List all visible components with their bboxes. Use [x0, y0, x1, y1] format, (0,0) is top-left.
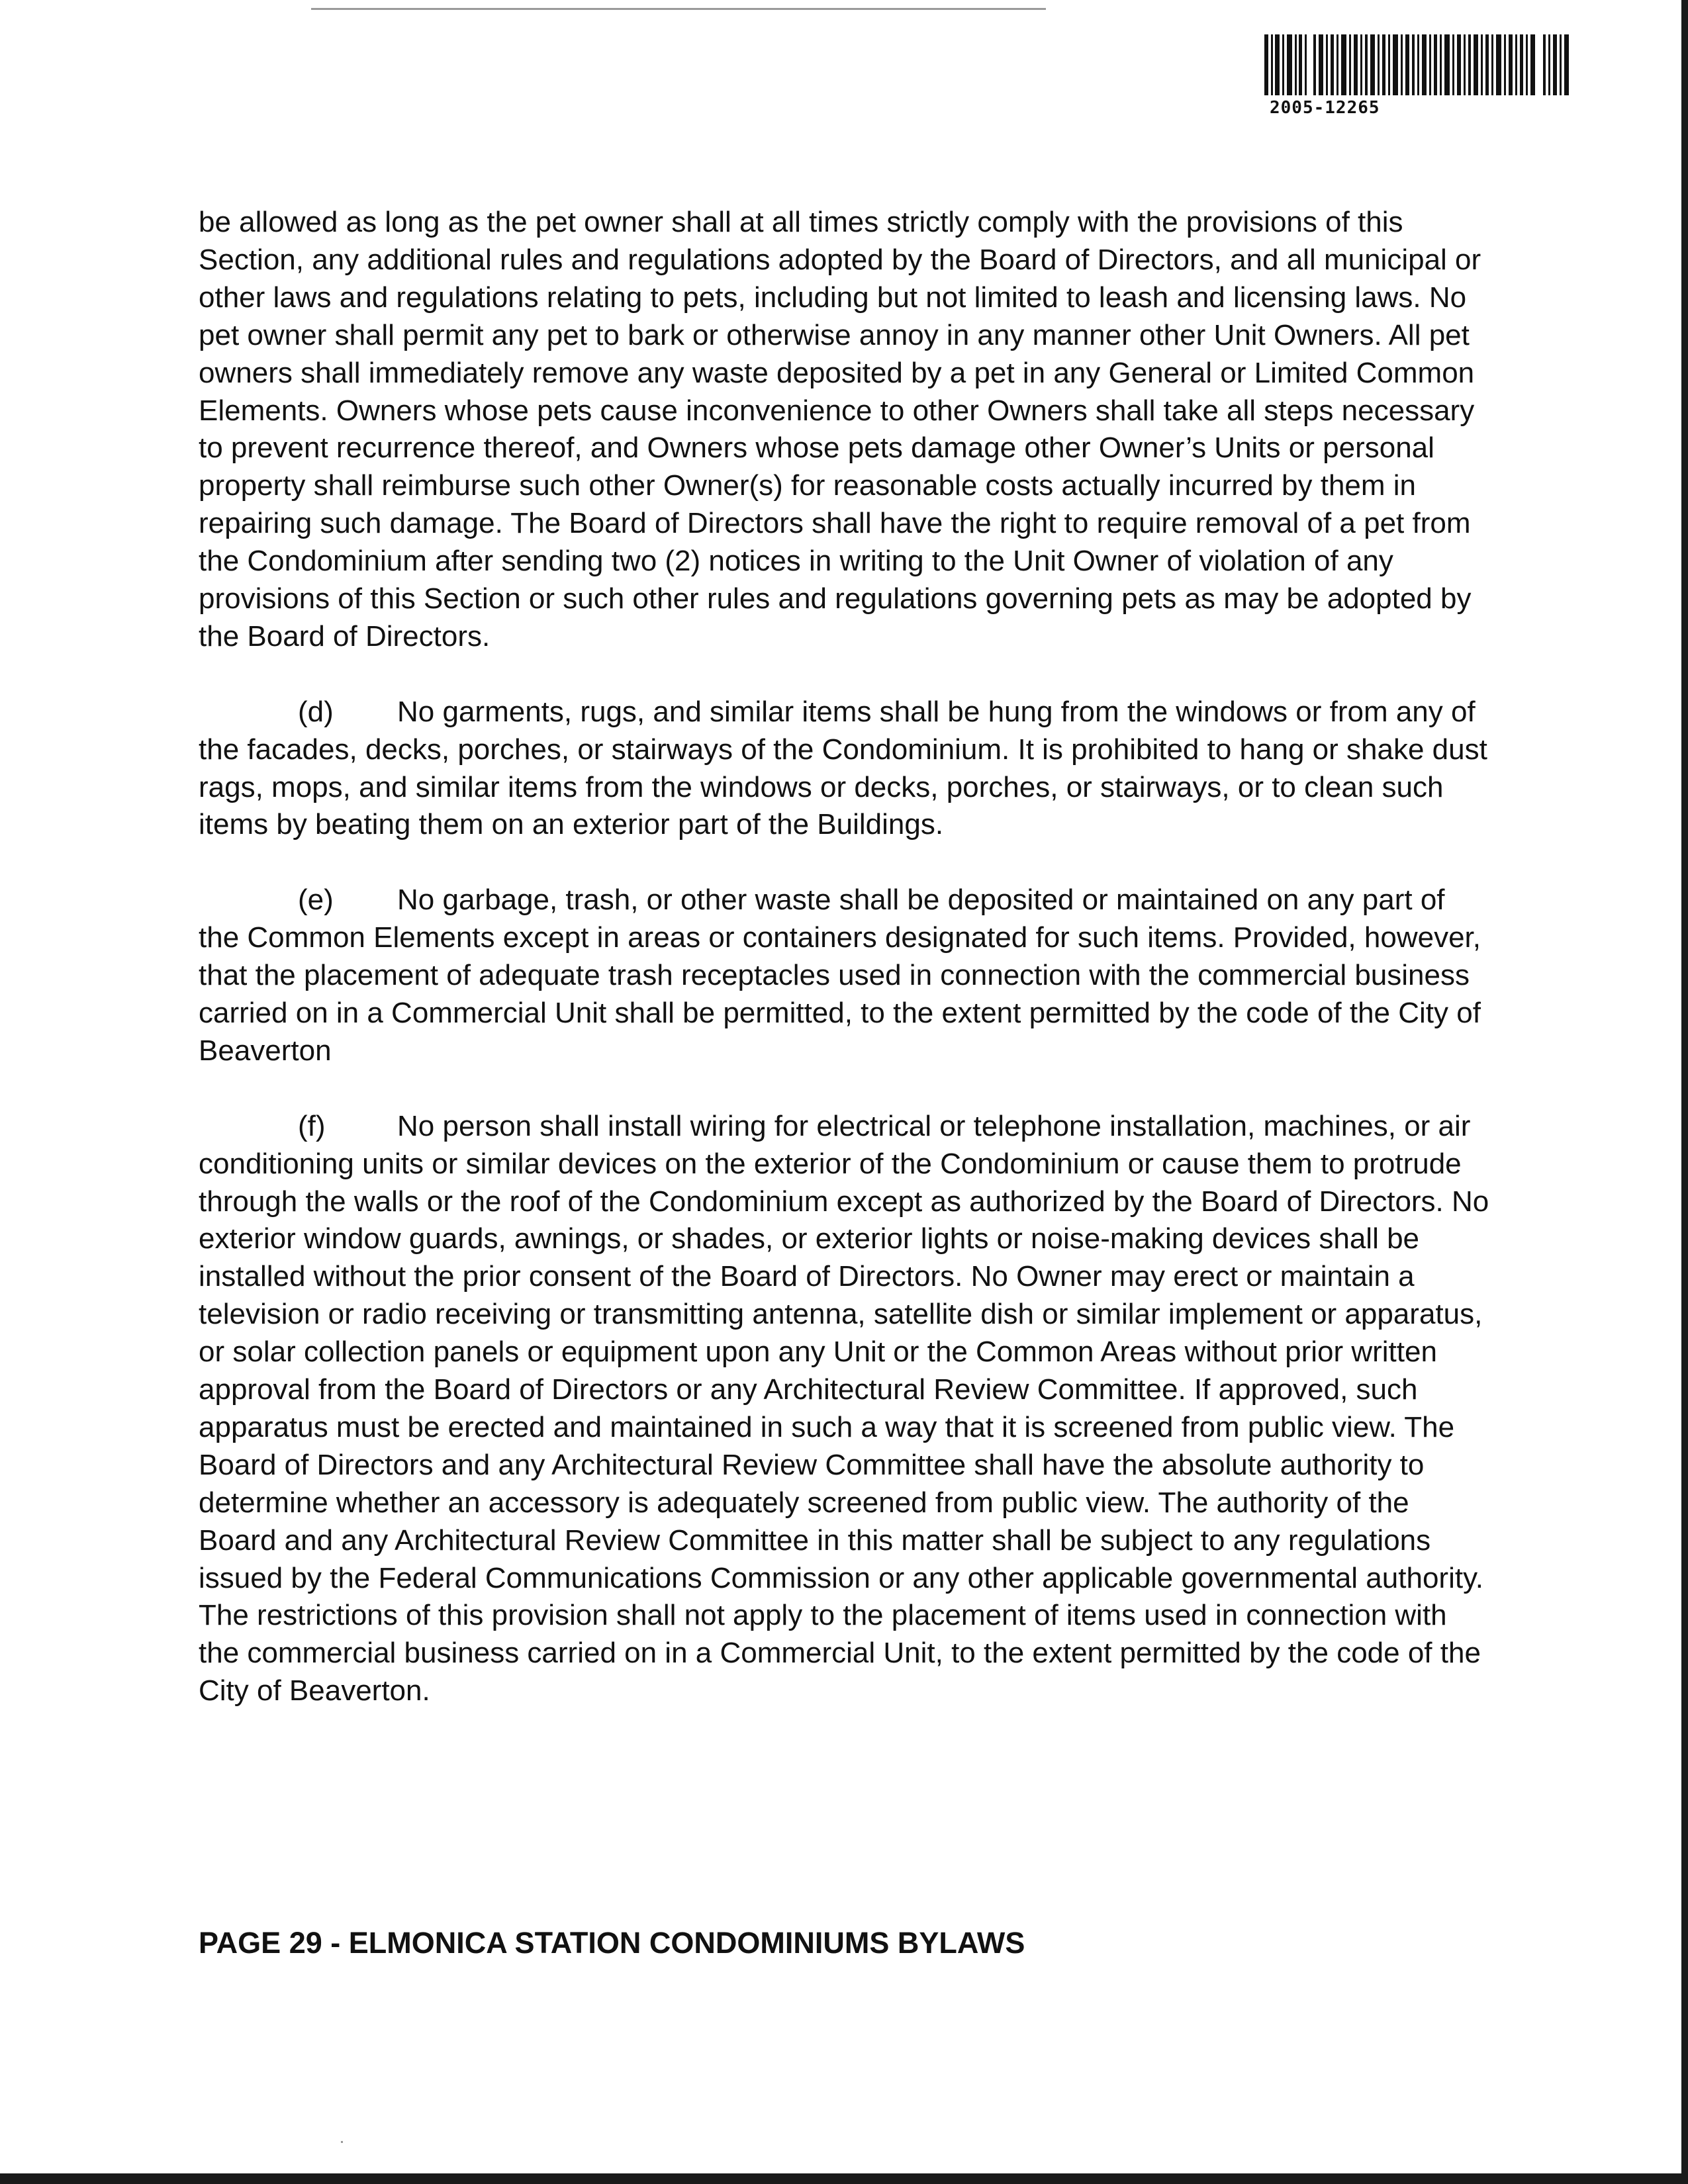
paragraph-d — [199, 694, 1489, 844]
paragraph-text: No person shall install wiring for electrical or telephone installation, machines, or air conditioning units or similar devices on the exterior of the Condominium or cause them to protrude through the walls or the roof of the Condominium except as authorized by the Board of Directors. No exterior window guards, awnings, or shades, or exterior lights or noise-making devices shall be installed without the prior consent of the Board of Directors. No Owner may erect or maintain a television or radio receiving or transmitting antenna, satellite dish or similar implement or apparatus, or solar collection panels or equipment upon any Unit or the Common Areas without prior written approval from the Board of Directors or any Architectural Review Committee. If approved, such apparatus must be erected and maintained in such a way that it is screened from public view. The Board of Directors and any Architectural Review Committee shall have the absolute authority to determine whether an accessory is adequately screened from public view. The authority of the Board and any Architectural Review Committee in this matter shall be subject to any regulations issued by the Federal Communications Commission or any other applicable governmental authority. The restrictions of this provision shall not apply to the placement of items used in connection with the commercial business carried on in a Commercial Unit, to the extent permitted by the code of the City of Beaverton. — [199, 1109, 1489, 1707]
bylaws-body — [199, 204, 1489, 1748]
recording-barcode — [1264, 34, 1569, 118]
scan-speck — [341, 2141, 343, 2143]
paragraph-text: No garments, rugs, and similar items shall be hung from the windows or from any of the facades, decks, porches, or stairways of the Condominium. It is prohibited to hang or shake dust rags, mops, and similar items from the windows or decks, porches, or stairways, or to clean such items by beating them on an exterior part of the Buildings. — [199, 695, 1487, 841]
paragraph-label: (e) — [298, 884, 334, 917]
paragraph-text: be allowed as long as the pet owner shall at all times strictly comply with the provisions of this Section, any additional rules and regulations adopted by the Board of Directors, and all municipal or other laws and regulations relating to pets, including but not limited to leash and licensing laws. No pet owner shall permit any pet to bark or otherwise annoy in any manner other Unit Owners. All pet owners shall immediately remove any waste deposited by a pet in any General or Limited Common Elements. Owners whose pets cause inconvenience to other Owners shall take all steps necessary to prevent recurrence thereof, and Owners whose pets damage other Owner’s Units or personal property shall reimburse such other Owner(s) for reasonable costs actually incurred by them in repairing such damage. The Board of Directors shall have the right to require removal of a pet from the Condominium after sending two (2) notices in writing to the Unit Owner of violation of any provisions of this Section or such other rules and regulations governing pets as may be adopted by the Board of Directors. — [199, 206, 1481, 653]
scan-top-line — [311, 8, 1046, 10]
paragraph-pets-continued — [199, 204, 1489, 656]
barcode-icon — [1264, 34, 1569, 95]
paragraph-e — [199, 882, 1489, 1070]
scan-bottom-edge — [0, 2173, 1688, 2184]
paragraph-label: (f) — [298, 1109, 326, 1142]
recording-number: 2005-12265 — [1270, 98, 1380, 118]
page-footer: PAGE 29 - ELMONICA STATION CONDOMINIUMS BYLAWS — [199, 1926, 1025, 1960]
paragraph-label: (d) — [298, 695, 334, 728]
paragraph-text: No garbage, trash, or other waste shall be deposited or maintained on any part of the Common Elements except in areas or containers designated for such items. Provided, however, that the placement of adequate trash receptacles used in connection with the commercial business carried on in a Commercial Unit shall be permitted, to the extent permitted by the code of the City of Beaverton — [199, 884, 1481, 1067]
scan-right-edge — [1681, 0, 1688, 2184]
paragraph-f — [199, 1108, 1489, 1711]
